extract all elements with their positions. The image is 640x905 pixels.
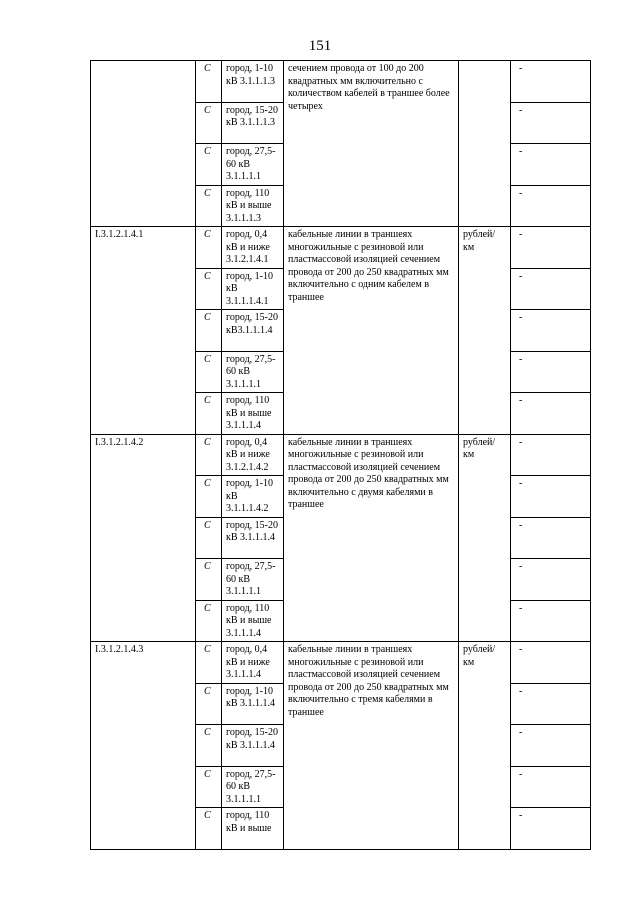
table-row	[91, 61, 591, 103]
location-cell: город, 15-20 кВ3.1.1.1.4	[222, 310, 284, 352]
value-cell: -	[511, 725, 591, 767]
category-cell: С	[196, 227, 222, 269]
location-cell: город, 27,5-60 кВ 3.1.1.1.1	[222, 351, 284, 393]
code-cell: I.3.1.2.1.4.2	[91, 434, 196, 642]
location-cell: город, 1-10 кВ 3.1.1.1.4.2	[222, 476, 284, 518]
value-cell: -	[511, 310, 591, 352]
category-cell: С	[196, 61, 222, 103]
value-cell: -	[511, 808, 591, 850]
category-cell: С	[196, 102, 222, 144]
value-cell: -	[511, 600, 591, 642]
location-cell: город, 0,4 кВ и ниже 3.1.1.1.4	[222, 642, 284, 684]
table-row	[91, 434, 591, 476]
location-cell: город, 27,5-60 кВ 3.1.1.1.1	[222, 144, 284, 186]
category-cell: С	[196, 600, 222, 642]
location-cell: город, 110 кВ и выше 3.1.1.1.4	[222, 600, 284, 642]
value-cell: -	[511, 144, 591, 186]
category-cell: С	[196, 268, 222, 310]
page-number: 151	[308, 38, 332, 54]
category-cell: С	[196, 351, 222, 393]
category-cell: С	[196, 393, 222, 435]
unit-cell: рублей/ км	[459, 642, 511, 850]
category-cell: С	[196, 642, 222, 684]
value-cell: -	[511, 434, 591, 476]
value-cell: -	[511, 185, 591, 227]
location-cell: город, 110 кВ и выше 3.1.1.1.4	[222, 393, 284, 435]
value-cell: -	[511, 102, 591, 144]
category-cell: С	[196, 144, 222, 186]
location-cell: город, 27,5-60 кВ 3.1.1.1.1	[222, 559, 284, 601]
category-cell: С	[196, 476, 222, 518]
table-row	[91, 642, 591, 684]
category-cell: С	[196, 434, 222, 476]
category-cell: С	[196, 766, 222, 808]
value-cell: -	[511, 61, 591, 103]
category-cell: С	[196, 559, 222, 601]
value-cell: -	[511, 476, 591, 518]
tariff-table	[90, 60, 591, 850]
value-cell: -	[511, 227, 591, 269]
value-cell: -	[511, 393, 591, 435]
location-cell: город, 27,5-60 кВ 3.1.1.1.1	[222, 766, 284, 808]
category-cell: С	[196, 185, 222, 227]
category-cell: С	[196, 808, 222, 850]
location-cell: город, 110 кВ и выше	[222, 808, 284, 850]
description-cell: кабельные линии в траншеях многожильные с резиновой или пластмассовой изоляцией сечением провода от 200 до 250 квадратных мм включительно с двумя кабелями в траншее	[284, 434, 459, 642]
location-cell: город, 15-20 кВ 3.1.1.1.4	[222, 517, 284, 559]
unit-cell: рублей/ км	[459, 434, 511, 642]
value-cell: -	[511, 766, 591, 808]
description-cell: кабельные линии в траншеях многожильные с резиновой или пластмассовой изоляцией сечением провода от 200 до 250 квадратных мм включительно с тремя кабелями в траншее	[284, 642, 459, 850]
value-cell: -	[511, 642, 591, 684]
table-row	[91, 227, 591, 269]
unit-cell: рублей/ км	[459, 227, 511, 435]
location-cell: город, 1-10 кВ 3.1.1.1.3	[222, 61, 284, 103]
category-cell: С	[196, 683, 222, 725]
value-cell: -	[511, 517, 591, 559]
location-cell: город, 0,4 кВ и ниже 3.1.2.1.4.2	[222, 434, 284, 476]
value-cell: -	[511, 683, 591, 725]
code-cell: I.3.1.2.1.4.3	[91, 642, 196, 850]
category-cell: С	[196, 517, 222, 559]
location-cell: город, 0,4 кВ и ниже 3.1.2.1.4.1	[222, 227, 284, 269]
description-cell: сечением провода от 100 до 200 квадратных мм включительно с количеством кабелей в траншее более четырех	[284, 61, 459, 227]
category-cell: С	[196, 725, 222, 767]
location-cell: город, 110 кВ и выше 3.1.1.1.3	[222, 185, 284, 227]
value-cell: -	[511, 268, 591, 310]
location-cell: город, 1-10 кВ 3.1.1.1.4.1	[222, 268, 284, 310]
location-cell: город, 15-20 кВ 3.1.1.1.3	[222, 102, 284, 144]
value-cell: -	[511, 351, 591, 393]
category-cell: С	[196, 310, 222, 352]
description-cell: кабельные линии в траншеях многожильные с резиновой или пластмассовой изоляцией сечением провода от 200 до 250 квадратных мм включительно с одним кабелем в траншее	[284, 227, 459, 435]
code-cell	[91, 61, 196, 227]
location-cell: город, 15-20 кВ 3.1.1.1.4	[222, 725, 284, 767]
unit-cell	[459, 61, 511, 227]
value-cell: -	[511, 559, 591, 601]
location-cell: город, 1-10 кВ 3.1.1.1.4	[222, 683, 284, 725]
code-cell: I.3.1.2.1.4.1	[91, 227, 196, 435]
